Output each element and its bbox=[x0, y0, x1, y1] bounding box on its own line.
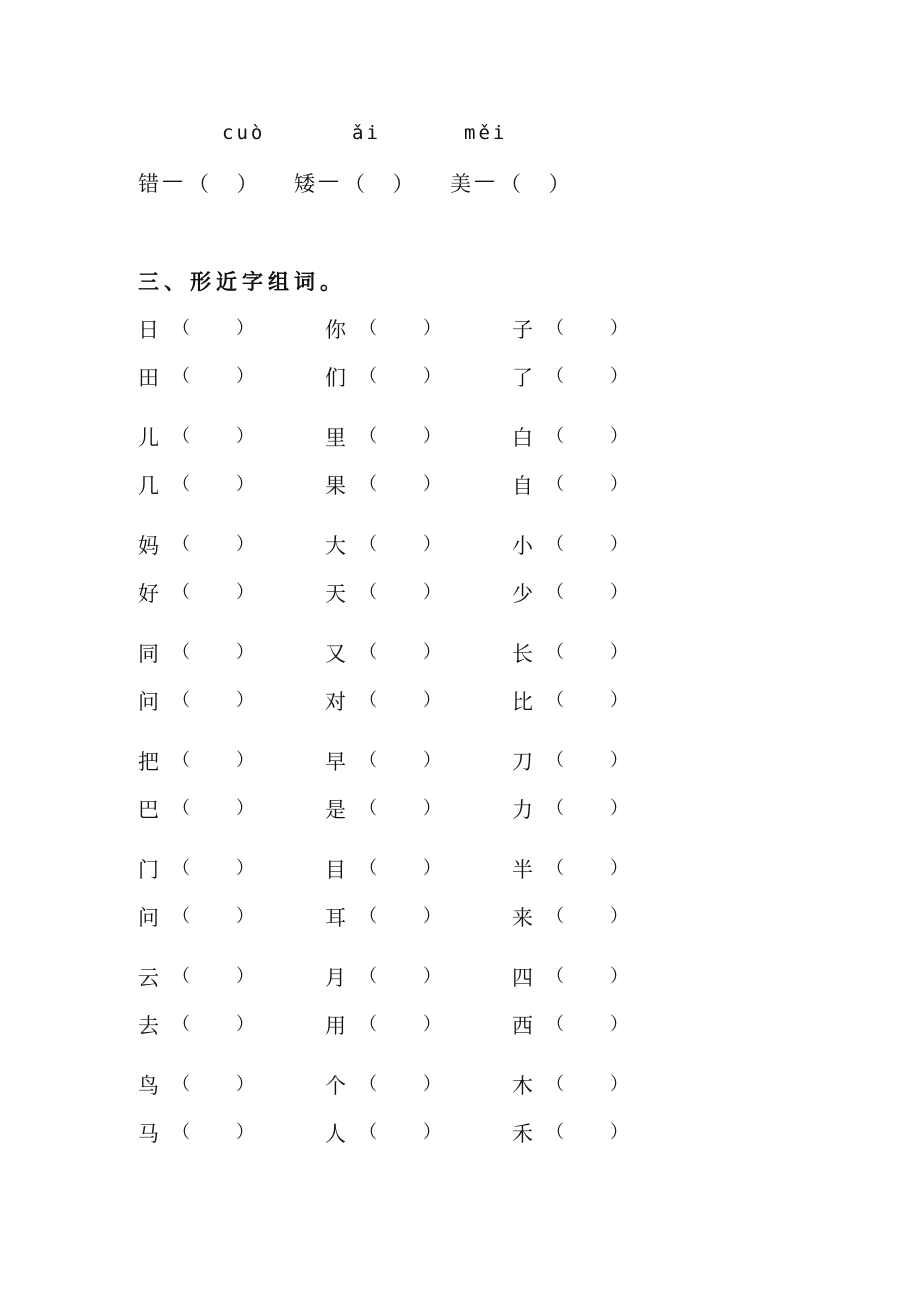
blank-close-paren: ） bbox=[236, 966, 254, 987]
word-char: 木 bbox=[512, 1074, 533, 1098]
blank-close-paren: ） bbox=[236, 534, 254, 555]
blank-close-paren: ） bbox=[423, 1014, 441, 1035]
blank-close-paren: ） bbox=[423, 690, 441, 711]
word-row bbox=[0, 794, 920, 824]
blank-open-paren: （ bbox=[359, 426, 377, 447]
word-cell bbox=[138, 470, 278, 500]
word-row bbox=[0, 362, 920, 392]
blank-open-paren: （ bbox=[172, 1074, 190, 1095]
word-char: 对 bbox=[325, 690, 346, 714]
word-cell bbox=[138, 686, 278, 716]
word-char: 同 bbox=[138, 642, 159, 666]
blank-close-paren: ） bbox=[236, 690, 254, 711]
antonym-blank: （ ） bbox=[188, 172, 258, 196]
blank-close-paren: ） bbox=[610, 534, 628, 555]
word-char: 们 bbox=[325, 366, 346, 390]
word-char: 了 bbox=[512, 366, 533, 390]
blank-open-paren: （ bbox=[172, 750, 190, 771]
word-char: 月 bbox=[325, 966, 346, 990]
blank-open-paren: （ bbox=[172, 798, 190, 819]
word-char: 去 bbox=[138, 1014, 159, 1038]
antonym-dash: — bbox=[318, 168, 339, 192]
word-char: 里 bbox=[325, 426, 346, 450]
word-char: 耳 bbox=[325, 906, 346, 930]
word-cell bbox=[512, 638, 652, 668]
blank-open-paren: （ bbox=[546, 1014, 564, 1035]
word-char: 西 bbox=[512, 1014, 533, 1038]
word-row bbox=[0, 470, 920, 500]
blank-open-paren: （ bbox=[546, 426, 564, 447]
blank-open-paren: （ bbox=[359, 858, 377, 879]
blank-open-paren: （ bbox=[546, 642, 564, 663]
antonym-char: 错 bbox=[138, 172, 159, 196]
blank-open-paren: （ bbox=[172, 690, 190, 711]
antonym-blank: （ ） bbox=[500, 172, 570, 196]
blank-open-paren: （ bbox=[546, 906, 564, 927]
blank-open-paren: （ bbox=[546, 1122, 564, 1143]
blank-open-paren: （ bbox=[172, 858, 190, 879]
blank-close-paren: ） bbox=[423, 642, 441, 663]
word-char: 问 bbox=[138, 690, 159, 714]
blank-open-paren: （ bbox=[546, 318, 564, 339]
blank-close-paren: ） bbox=[610, 1122, 628, 1143]
blank-open-paren: （ bbox=[359, 582, 377, 603]
section-title: 三、形近字组词。 bbox=[138, 270, 346, 294]
blank-close-paren: ） bbox=[610, 1014, 628, 1035]
blank-close-paren: ） bbox=[236, 798, 254, 819]
word-char: 儿 bbox=[138, 426, 159, 450]
blank-close-paren: ） bbox=[236, 750, 254, 771]
blank-open-paren: （ bbox=[359, 690, 377, 711]
word-char: 白 bbox=[512, 426, 533, 450]
word-cell bbox=[512, 470, 652, 500]
word-cell bbox=[325, 962, 465, 992]
blank-close-paren: ） bbox=[236, 642, 254, 663]
word-char: 问 bbox=[138, 906, 159, 930]
word-cell bbox=[512, 1010, 652, 1040]
blank-close-paren: ） bbox=[610, 642, 628, 663]
word-cell bbox=[512, 686, 652, 716]
word-row bbox=[0, 1010, 920, 1040]
word-cell bbox=[325, 578, 465, 608]
word-cell bbox=[325, 422, 465, 452]
word-cell bbox=[138, 854, 278, 884]
antonym-dash: — bbox=[162, 168, 183, 192]
pinyin-row bbox=[0, 122, 920, 150]
word-char: 比 bbox=[512, 690, 533, 714]
word-row bbox=[0, 1070, 920, 1100]
blank-close-paren: ） bbox=[610, 474, 628, 495]
blank-close-paren: ） bbox=[423, 750, 441, 771]
blank-close-paren: ） bbox=[236, 318, 254, 339]
word-cell bbox=[512, 1118, 652, 1148]
word-cell bbox=[512, 530, 652, 560]
word-cell bbox=[325, 1010, 465, 1040]
word-cell bbox=[325, 1118, 465, 1148]
blank-open-paren: （ bbox=[359, 750, 377, 771]
blank-close-paren: ） bbox=[423, 366, 441, 387]
blank-close-paren: ） bbox=[423, 906, 441, 927]
blank-open-paren: （ bbox=[546, 750, 564, 771]
blank-close-paren: ） bbox=[423, 1074, 441, 1095]
word-cell bbox=[138, 1010, 278, 1040]
blank-open-paren: （ bbox=[359, 474, 377, 495]
word-cell bbox=[512, 854, 652, 884]
word-char: 禾 bbox=[512, 1122, 533, 1146]
word-cell bbox=[325, 638, 465, 668]
word-char: 早 bbox=[325, 750, 346, 774]
blank-close-paren: ） bbox=[423, 582, 441, 603]
blank-close-paren: ） bbox=[610, 582, 628, 603]
word-row bbox=[0, 422, 920, 452]
blank-open-paren: （ bbox=[359, 798, 377, 819]
word-char: 自 bbox=[512, 474, 533, 498]
word-cell bbox=[325, 362, 465, 392]
blank-close-paren: ） bbox=[610, 798, 628, 819]
word-char: 把 bbox=[138, 750, 159, 774]
word-char: 田 bbox=[138, 366, 159, 390]
blank-open-paren: （ bbox=[359, 642, 377, 663]
word-cell bbox=[325, 314, 465, 344]
word-char: 人 bbox=[325, 1122, 346, 1146]
word-cell bbox=[325, 530, 465, 560]
word-cell bbox=[512, 578, 652, 608]
word-cell bbox=[512, 1070, 652, 1100]
blank-close-paren: ） bbox=[236, 1074, 254, 1095]
blank-open-paren: （ bbox=[172, 366, 190, 387]
antonym-dash: — bbox=[474, 168, 495, 192]
word-char: 果 bbox=[325, 474, 346, 498]
pinyin-1: cuò bbox=[222, 122, 266, 144]
blank-open-paren: （ bbox=[359, 1014, 377, 1035]
blank-open-paren: （ bbox=[359, 534, 377, 555]
word-char: 日 bbox=[138, 318, 159, 342]
pinyin-2: ǎi bbox=[352, 122, 381, 144]
word-cell bbox=[512, 794, 652, 824]
word-char: 好 bbox=[138, 582, 159, 606]
word-char: 妈 bbox=[138, 534, 159, 558]
word-char: 鸟 bbox=[138, 1074, 159, 1098]
word-cell bbox=[325, 1070, 465, 1100]
blank-close-paren: ） bbox=[423, 426, 441, 447]
word-cell bbox=[325, 686, 465, 716]
word-row bbox=[0, 1118, 920, 1148]
word-char: 你 bbox=[325, 318, 346, 342]
word-char: 是 bbox=[325, 798, 346, 822]
word-cell bbox=[138, 314, 278, 344]
blank-close-paren: ） bbox=[610, 690, 628, 711]
blank-close-paren: ） bbox=[423, 966, 441, 987]
word-char: 天 bbox=[325, 582, 346, 606]
word-char: 小 bbox=[512, 534, 533, 558]
blank-open-paren: （ bbox=[546, 366, 564, 387]
word-cell bbox=[325, 746, 465, 776]
blank-open-paren: （ bbox=[546, 582, 564, 603]
blank-open-paren: （ bbox=[546, 690, 564, 711]
word-cell bbox=[138, 422, 278, 452]
word-cell bbox=[325, 794, 465, 824]
blank-close-paren: ） bbox=[423, 534, 441, 555]
word-cell bbox=[138, 902, 278, 932]
word-row bbox=[0, 686, 920, 716]
word-char: 少 bbox=[512, 582, 533, 606]
blank-close-paren: ） bbox=[236, 426, 254, 447]
word-cell bbox=[512, 362, 652, 392]
antonym-char: 矮 bbox=[294, 172, 315, 196]
word-cell bbox=[138, 638, 278, 668]
blank-close-paren: ） bbox=[236, 366, 254, 387]
blank-open-paren: （ bbox=[546, 858, 564, 879]
word-char: 力 bbox=[512, 798, 533, 822]
blank-open-paren: （ bbox=[359, 906, 377, 927]
word-char: 刀 bbox=[512, 750, 533, 774]
word-char: 又 bbox=[325, 642, 346, 666]
blank-open-paren: （ bbox=[172, 582, 190, 603]
word-row bbox=[0, 578, 920, 608]
word-cell bbox=[512, 422, 652, 452]
word-char: 半 bbox=[512, 858, 533, 882]
blank-close-paren: ） bbox=[236, 474, 254, 495]
word-char: 门 bbox=[138, 858, 159, 882]
blank-close-paren: ） bbox=[236, 582, 254, 603]
blank-close-paren: ） bbox=[236, 1014, 254, 1035]
blank-open-paren: （ bbox=[359, 1074, 377, 1095]
word-cell bbox=[138, 530, 278, 560]
word-cell bbox=[325, 470, 465, 500]
blank-close-paren: ） bbox=[423, 858, 441, 879]
blank-open-paren: （ bbox=[172, 906, 190, 927]
blank-open-paren: （ bbox=[546, 966, 564, 987]
blank-open-paren: （ bbox=[359, 1122, 377, 1143]
word-char: 长 bbox=[512, 642, 533, 666]
blank-open-paren: （ bbox=[546, 534, 564, 555]
blank-open-paren: （ bbox=[546, 1074, 564, 1095]
blank-open-paren: （ bbox=[172, 534, 190, 555]
word-cell bbox=[138, 578, 278, 608]
pinyin-3: měi bbox=[464, 122, 508, 144]
word-cell bbox=[138, 362, 278, 392]
word-char: 几 bbox=[138, 474, 159, 498]
blank-open-paren: （ bbox=[546, 474, 564, 495]
blank-close-paren: ） bbox=[423, 474, 441, 495]
word-char: 子 bbox=[512, 318, 533, 342]
blank-close-paren: ） bbox=[236, 858, 254, 879]
word-row bbox=[0, 962, 920, 992]
word-char: 云 bbox=[138, 966, 159, 990]
word-row bbox=[0, 902, 920, 932]
word-cell bbox=[512, 314, 652, 344]
blank-open-paren: （ bbox=[172, 642, 190, 663]
word-cell bbox=[138, 962, 278, 992]
antonym-row bbox=[138, 168, 738, 202]
word-char: 目 bbox=[325, 858, 346, 882]
blank-close-paren: ） bbox=[236, 906, 254, 927]
blank-open-paren: （ bbox=[172, 1014, 190, 1035]
blank-close-paren: ） bbox=[423, 1122, 441, 1143]
word-char: 四 bbox=[512, 966, 533, 990]
word-cell bbox=[138, 794, 278, 824]
antonym-char: 美 bbox=[450, 172, 471, 196]
blank-close-paren: ） bbox=[610, 858, 628, 879]
word-char: 巴 bbox=[138, 798, 159, 822]
word-row bbox=[0, 854, 920, 884]
blank-open-paren: （ bbox=[172, 426, 190, 447]
word-char: 个 bbox=[325, 1074, 346, 1098]
word-cell bbox=[325, 902, 465, 932]
blank-close-paren: ） bbox=[423, 318, 441, 339]
word-cell bbox=[512, 902, 652, 932]
word-row bbox=[0, 530, 920, 560]
word-char: 马 bbox=[138, 1122, 159, 1146]
word-char: 用 bbox=[325, 1014, 346, 1038]
blank-open-paren: （ bbox=[172, 1122, 190, 1143]
blank-close-paren: ） bbox=[423, 798, 441, 819]
blank-close-paren: ） bbox=[610, 750, 628, 771]
blank-close-paren: ） bbox=[610, 966, 628, 987]
blank-close-paren: ） bbox=[610, 318, 628, 339]
blank-open-paren: （ bbox=[359, 318, 377, 339]
word-char: 大 bbox=[325, 534, 346, 558]
blank-open-paren: （ bbox=[172, 318, 190, 339]
blank-open-paren: （ bbox=[359, 966, 377, 987]
blank-close-paren: ） bbox=[610, 1074, 628, 1095]
word-row bbox=[0, 746, 920, 776]
word-cell bbox=[138, 1118, 278, 1148]
antonym-blank: （ ） bbox=[344, 172, 414, 196]
word-cell bbox=[325, 854, 465, 884]
word-char: 来 bbox=[512, 906, 533, 930]
blank-open-paren: （ bbox=[359, 366, 377, 387]
blank-open-paren: （ bbox=[172, 474, 190, 495]
word-row bbox=[0, 638, 920, 668]
word-cell bbox=[512, 962, 652, 992]
word-cell bbox=[138, 1070, 278, 1100]
word-cell bbox=[512, 746, 652, 776]
word-row bbox=[0, 314, 920, 344]
word-cell bbox=[138, 746, 278, 776]
blank-open-paren: （ bbox=[546, 798, 564, 819]
blank-close-paren: ） bbox=[610, 426, 628, 447]
blank-close-paren: ） bbox=[610, 906, 628, 927]
blank-close-paren: ） bbox=[236, 1122, 254, 1143]
blank-open-paren: （ bbox=[172, 966, 190, 987]
blank-close-paren: ） bbox=[610, 366, 628, 387]
